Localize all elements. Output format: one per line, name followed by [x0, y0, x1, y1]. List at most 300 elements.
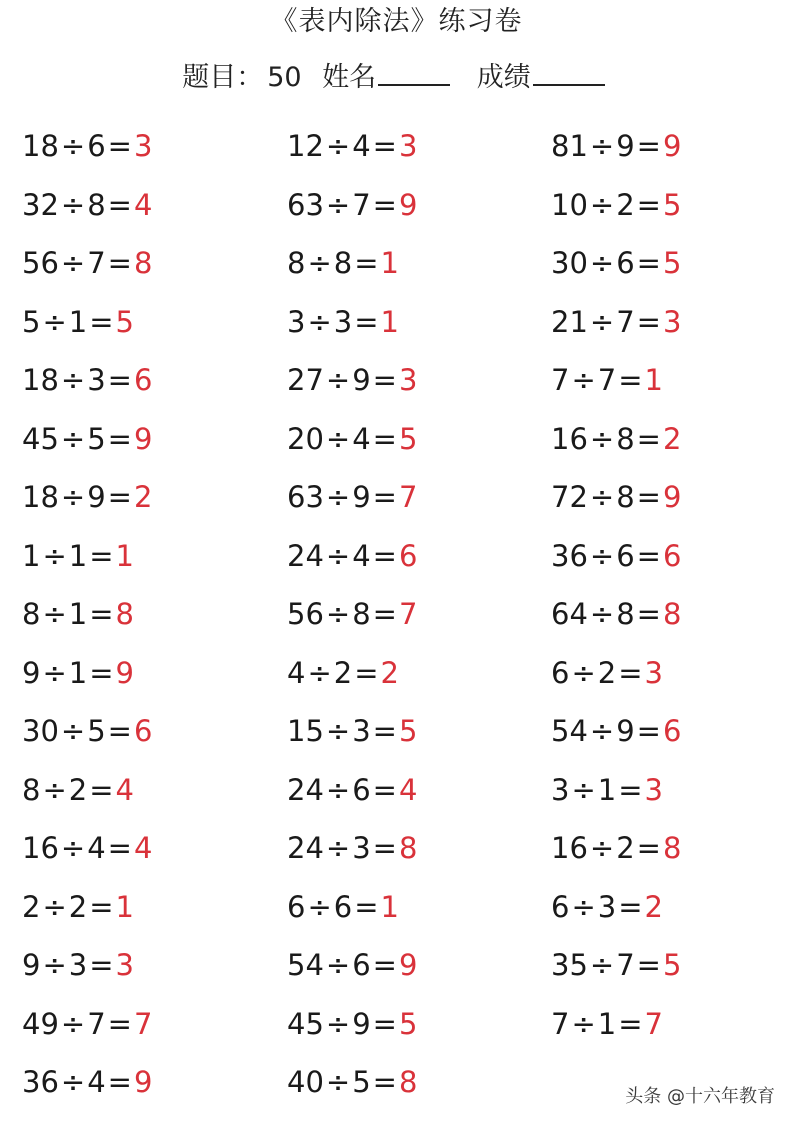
dividend: 24	[287, 538, 324, 573]
equals-sign: =	[89, 655, 114, 690]
worksheet-info	[0, 58, 793, 98]
divide-sign: ÷	[571, 772, 596, 807]
problem-row	[0, 585, 793, 643]
problem-item	[551, 176, 681, 234]
problem-item	[22, 468, 152, 526]
dividend: 6	[551, 655, 570, 690]
problem-row	[0, 878, 793, 936]
answer: 6	[133, 714, 153, 748]
divisor: 8	[616, 421, 635, 456]
equals-sign: =	[636, 948, 661, 982]
dividend: 10	[551, 187, 588, 222]
divide-sign: ÷	[60, 129, 86, 163]
divide-sign: ÷	[589, 714, 615, 748]
answer: 9	[133, 1065, 153, 1099]
divide-sign: ÷	[325, 421, 351, 456]
equals-sign: =	[372, 831, 397, 865]
answer: 9	[133, 421, 153, 456]
divisor: 2	[616, 831, 635, 865]
divisor: 1	[68, 538, 88, 573]
equals-sign: =	[636, 246, 661, 280]
answer: 7	[644, 1006, 663, 1041]
problem-row	[0, 468, 793, 526]
answer: 6	[133, 363, 153, 397]
answer: 3	[398, 363, 418, 397]
divisor: 8	[87, 187, 106, 222]
problem-item	[287, 410, 417, 468]
equals-sign: =	[372, 597, 397, 631]
answer: 2	[662, 421, 682, 456]
answer: 5	[398, 421, 418, 456]
dividend: 4	[287, 655, 306, 690]
equals-sign: =	[107, 363, 132, 397]
divisor: 4	[352, 421, 371, 456]
problem-item	[551, 293, 681, 351]
equals-sign: =	[372, 1065, 397, 1099]
problem-item	[22, 702, 152, 760]
divide-sign: ÷	[42, 948, 67, 982]
problem-item	[22, 176, 152, 234]
dividend: 5	[22, 304, 41, 339]
dividend: 24	[287, 772, 324, 807]
divisor: 2	[597, 655, 617, 690]
count-field	[182, 62, 301, 93]
dividend: 16	[22, 831, 59, 865]
divide-sign: ÷	[325, 948, 351, 982]
divisor: 5	[352, 1065, 371, 1099]
answer: 9	[115, 655, 134, 690]
problem-item	[22, 1053, 152, 1111]
divisor: 6	[352, 948, 371, 982]
divisor: 2	[68, 889, 88, 924]
equals-sign: =	[372, 187, 397, 222]
divide-sign: ÷	[60, 1065, 86, 1099]
answer: 8	[133, 246, 153, 280]
answer: 9	[398, 187, 418, 222]
divide-sign: ÷	[589, 129, 615, 163]
dividend: 16	[551, 421, 588, 456]
divide-sign: ÷	[589, 304, 615, 339]
dividend: 32	[22, 187, 59, 222]
divide-sign: ÷	[571, 655, 596, 690]
dividend: 64	[551, 597, 588, 631]
problem-row	[0, 995, 793, 1053]
problem-item	[551, 585, 681, 643]
equals-sign: =	[89, 597, 114, 631]
dividend: 54	[287, 948, 324, 982]
answer: 1	[380, 246, 399, 280]
divisor: 4	[352, 129, 371, 163]
equals-sign: =	[354, 889, 379, 924]
problem-item	[551, 410, 681, 468]
answer: 5	[662, 246, 682, 280]
equals-sign: =	[618, 889, 643, 924]
answer: 3	[115, 948, 134, 982]
divisor: 9	[616, 129, 635, 163]
divide-sign: ÷	[60, 421, 86, 456]
divide-sign: ÷	[60, 246, 86, 280]
problem-item	[551, 117, 681, 175]
dividend: 35	[551, 948, 588, 982]
divide-sign: ÷	[325, 597, 351, 631]
problem-item	[551, 819, 681, 877]
dividend: 56	[287, 597, 324, 631]
equals-sign: =	[618, 772, 643, 807]
equals-sign: =	[107, 421, 132, 456]
dividend: 3	[287, 304, 306, 339]
dividend: 6	[551, 889, 570, 924]
divisor: 4	[87, 831, 106, 865]
equals-sign: =	[107, 1065, 132, 1099]
divisor: 9	[352, 1006, 371, 1041]
dividend: 12	[287, 129, 324, 163]
dividend: 24	[287, 831, 324, 865]
divide-sign: ÷	[571, 1006, 596, 1041]
dividend: 18	[22, 363, 59, 397]
divide-sign: ÷	[571, 363, 596, 397]
equals-sign: =	[372, 480, 397, 514]
equals-sign: =	[372, 421, 397, 456]
problem-item	[22, 117, 152, 175]
answer: 3	[644, 655, 663, 690]
equals-sign: =	[618, 655, 643, 690]
answer: 1	[115, 889, 134, 924]
divisor: 3	[333, 304, 353, 339]
divide-sign: ÷	[307, 246, 332, 280]
problem-item	[287, 468, 417, 526]
divide-sign: ÷	[42, 655, 67, 690]
problem-item	[287, 117, 417, 175]
answer: 8	[398, 1065, 418, 1099]
dividend: 16	[551, 831, 588, 865]
divide-sign: ÷	[60, 714, 86, 748]
dividend: 15	[287, 714, 324, 748]
answer: 1	[380, 304, 399, 339]
divisor: 7	[352, 187, 371, 222]
answer: 2	[380, 655, 399, 690]
equals-sign: =	[89, 772, 114, 807]
problem-item	[22, 527, 134, 585]
dividend: 18	[22, 129, 59, 163]
equals-sign: =	[89, 304, 114, 339]
equals-sign: =	[89, 889, 114, 924]
equals-sign: =	[107, 480, 132, 514]
divisor: 7	[616, 304, 635, 339]
equals-sign: =	[372, 772, 397, 807]
dividend: 7	[551, 363, 570, 397]
answer: 4	[133, 831, 153, 865]
dividend: 56	[22, 246, 59, 280]
problem-item	[287, 527, 417, 585]
problem-item	[287, 702, 417, 760]
problem-item	[22, 819, 152, 877]
problem-item	[22, 644, 134, 702]
divisor: 7	[597, 363, 617, 397]
equals-sign: =	[636, 480, 661, 514]
problem-item	[287, 819, 417, 877]
problem-item	[287, 293, 399, 351]
problem-item	[287, 234, 399, 292]
dividend: 2	[22, 889, 41, 924]
divisor: 1	[597, 772, 617, 807]
divisor: 9	[87, 480, 106, 514]
equals-sign: =	[107, 831, 132, 865]
divisor: 3	[87, 363, 106, 397]
dividend: 18	[22, 480, 59, 514]
divide-sign: ÷	[571, 889, 596, 924]
dividend: 40	[287, 1065, 324, 1099]
equals-sign: =	[636, 538, 661, 573]
problem-row	[0, 293, 793, 351]
divisor: 9	[616, 714, 635, 748]
problem-row	[0, 936, 793, 994]
divide-sign: ÷	[60, 363, 86, 397]
equals-sign: =	[636, 129, 661, 163]
answer: 5	[398, 1006, 418, 1041]
answer: 1	[644, 363, 663, 397]
problem-item	[22, 410, 152, 468]
equals-sign: =	[636, 831, 661, 865]
dividend: 8	[287, 246, 306, 280]
answer: 1	[380, 889, 399, 924]
problem-item	[287, 176, 417, 234]
divisor: 1	[68, 304, 88, 339]
divisor: 6	[352, 772, 371, 807]
divide-sign: ÷	[325, 714, 351, 748]
dividend: 45	[287, 1006, 324, 1041]
equals-sign: =	[618, 1006, 643, 1041]
answer: 3	[398, 129, 418, 163]
dividend: 1	[22, 538, 41, 573]
divide-sign: ÷	[589, 246, 615, 280]
problem-row	[0, 644, 793, 702]
dividend: 20	[287, 421, 324, 456]
answer: 6	[398, 538, 418, 573]
divide-sign: ÷	[60, 480, 86, 514]
divisor: 2	[616, 187, 635, 222]
divisor: 7	[87, 246, 106, 280]
equals-sign: =	[107, 246, 132, 280]
equals-sign: =	[372, 948, 397, 982]
problem-item	[287, 644, 399, 702]
divide-sign: ÷	[60, 1006, 86, 1041]
answer: 9	[662, 480, 682, 514]
divide-sign: ÷	[42, 889, 67, 924]
problem-row	[0, 527, 793, 585]
divisor: 2	[68, 772, 88, 807]
equals-sign: =	[107, 714, 132, 748]
divide-sign: ÷	[60, 187, 86, 222]
equals-sign: =	[107, 129, 132, 163]
answer: 8	[662, 597, 682, 631]
problem-row	[0, 410, 793, 468]
dividend: 36	[551, 538, 588, 573]
divide-sign: ÷	[589, 480, 615, 514]
answer: 8	[662, 831, 682, 865]
divide-sign: ÷	[589, 187, 615, 222]
problem-item	[551, 761, 663, 819]
answer: 3	[133, 129, 153, 163]
equals-sign: =	[354, 655, 379, 690]
divide-sign: ÷	[42, 597, 67, 631]
dividend: 8	[22, 597, 41, 631]
problem-row	[0, 819, 793, 877]
divisor: 1	[68, 597, 88, 631]
answer: 2	[644, 889, 663, 924]
problem-item	[551, 234, 681, 292]
problem-item	[551, 936, 681, 994]
problem-item	[22, 351, 152, 409]
answer: 7	[398, 480, 418, 514]
answer: 3	[644, 772, 663, 807]
problem-item	[22, 761, 134, 819]
dividend: 63	[287, 480, 324, 514]
divisor: 1	[68, 655, 88, 690]
dividend: 30	[22, 714, 59, 748]
divide-sign: ÷	[325, 187, 351, 222]
divisor: 4	[352, 538, 371, 573]
equals-sign: =	[372, 714, 397, 748]
divisor: 4	[87, 1065, 106, 1099]
answer: 4	[133, 187, 153, 222]
divide-sign: ÷	[589, 948, 615, 982]
divide-sign: ÷	[325, 772, 351, 807]
divide-sign: ÷	[325, 538, 351, 573]
divide-sign: ÷	[60, 831, 86, 865]
divisor: 8	[333, 246, 353, 280]
name-blank	[378, 58, 450, 86]
problem-row	[0, 117, 793, 175]
score-field	[477, 62, 611, 93]
problem-item	[551, 351, 663, 409]
answer: 5	[398, 714, 418, 748]
problem-item	[287, 351, 417, 409]
answer: 7	[133, 1006, 153, 1041]
divisor: 8	[352, 597, 371, 631]
name-label: 姓名	[322, 62, 377, 93]
answer: 6	[662, 714, 682, 748]
divisor: 8	[616, 480, 635, 514]
dividend: 27	[287, 363, 324, 397]
problem-row	[0, 176, 793, 234]
divide-sign: ÷	[325, 480, 351, 514]
divisor: 6	[87, 129, 106, 163]
problem-item	[22, 234, 152, 292]
divisor: 8	[616, 597, 635, 631]
answer: 5	[115, 304, 134, 339]
divide-sign: ÷	[42, 538, 67, 573]
answer: 4	[115, 772, 134, 807]
dividend: 9	[22, 655, 41, 690]
problem-item	[287, 761, 417, 819]
page-title: 《表内除法》练习卷	[270, 6, 523, 37]
problem-item	[551, 644, 663, 702]
problem-item	[22, 585, 134, 643]
equals-sign: =	[372, 129, 397, 163]
divide-sign: ÷	[42, 304, 67, 339]
divisor: 3	[352, 714, 371, 748]
answer: 9	[398, 948, 418, 982]
dividend: 7	[551, 1006, 570, 1041]
equals-sign: =	[636, 597, 661, 631]
count-value: 50	[267, 62, 302, 93]
divide-sign: ÷	[307, 655, 332, 690]
divisor: 7	[616, 948, 635, 982]
divisor: 6	[616, 538, 635, 573]
divide-sign: ÷	[325, 831, 351, 865]
problem-item	[287, 1053, 417, 1111]
divisor: 5	[87, 714, 106, 748]
dividend: 45	[22, 421, 59, 456]
dividend: 21	[551, 304, 588, 339]
problem-row	[0, 702, 793, 760]
problem-item	[551, 995, 663, 1053]
divide-sign: ÷	[325, 363, 351, 397]
problem-item	[287, 995, 417, 1053]
equals-sign: =	[636, 187, 661, 222]
divide-sign: ÷	[589, 831, 615, 865]
divide-sign: ÷	[307, 889, 332, 924]
answer: 6	[662, 538, 682, 573]
equals-sign: =	[636, 714, 661, 748]
equals-sign: =	[89, 538, 114, 573]
answer: 9	[662, 129, 682, 163]
dividend: 81	[551, 129, 588, 163]
equals-sign: =	[372, 1006, 397, 1041]
divisor: 3	[68, 948, 88, 982]
equals-sign: =	[89, 948, 114, 982]
divide-sign: ÷	[325, 129, 351, 163]
score-blank	[533, 58, 605, 86]
problem-item	[551, 702, 681, 760]
dividend: 36	[22, 1065, 59, 1099]
answer: 3	[662, 304, 682, 339]
dividend: 30	[551, 246, 588, 280]
watermark: 头条 @十六年教育	[625, 1086, 775, 1107]
equals-sign: =	[354, 304, 379, 339]
equals-sign: =	[354, 246, 379, 280]
equals-sign: =	[107, 1006, 132, 1041]
problem-item	[22, 878, 134, 936]
problem-item	[551, 527, 681, 585]
divide-sign: ÷	[589, 538, 615, 573]
answer: 1	[115, 538, 134, 573]
divisor: 3	[597, 889, 617, 924]
equals-sign: =	[372, 538, 397, 573]
dividend: 3	[551, 772, 570, 807]
problem-item	[287, 878, 399, 936]
answer: 8	[398, 831, 418, 865]
problem-item	[551, 468, 681, 526]
answer: 8	[115, 597, 134, 631]
dividend: 49	[22, 1006, 59, 1041]
divide-sign: ÷	[42, 772, 67, 807]
dividend: 63	[287, 187, 324, 222]
answer: 7	[398, 597, 418, 631]
equals-sign: =	[372, 363, 397, 397]
divisor: 7	[87, 1006, 106, 1041]
problem-row	[0, 761, 793, 819]
answer: 5	[662, 187, 682, 222]
divisor: 3	[352, 831, 371, 865]
dividend: 6	[287, 889, 306, 924]
divide-sign: ÷	[325, 1065, 351, 1099]
divide-sign: ÷	[325, 1006, 351, 1041]
answer: 2	[133, 480, 153, 514]
answer: 5	[662, 948, 682, 982]
divisor: 6	[616, 246, 635, 280]
divisor: 5	[87, 421, 106, 456]
